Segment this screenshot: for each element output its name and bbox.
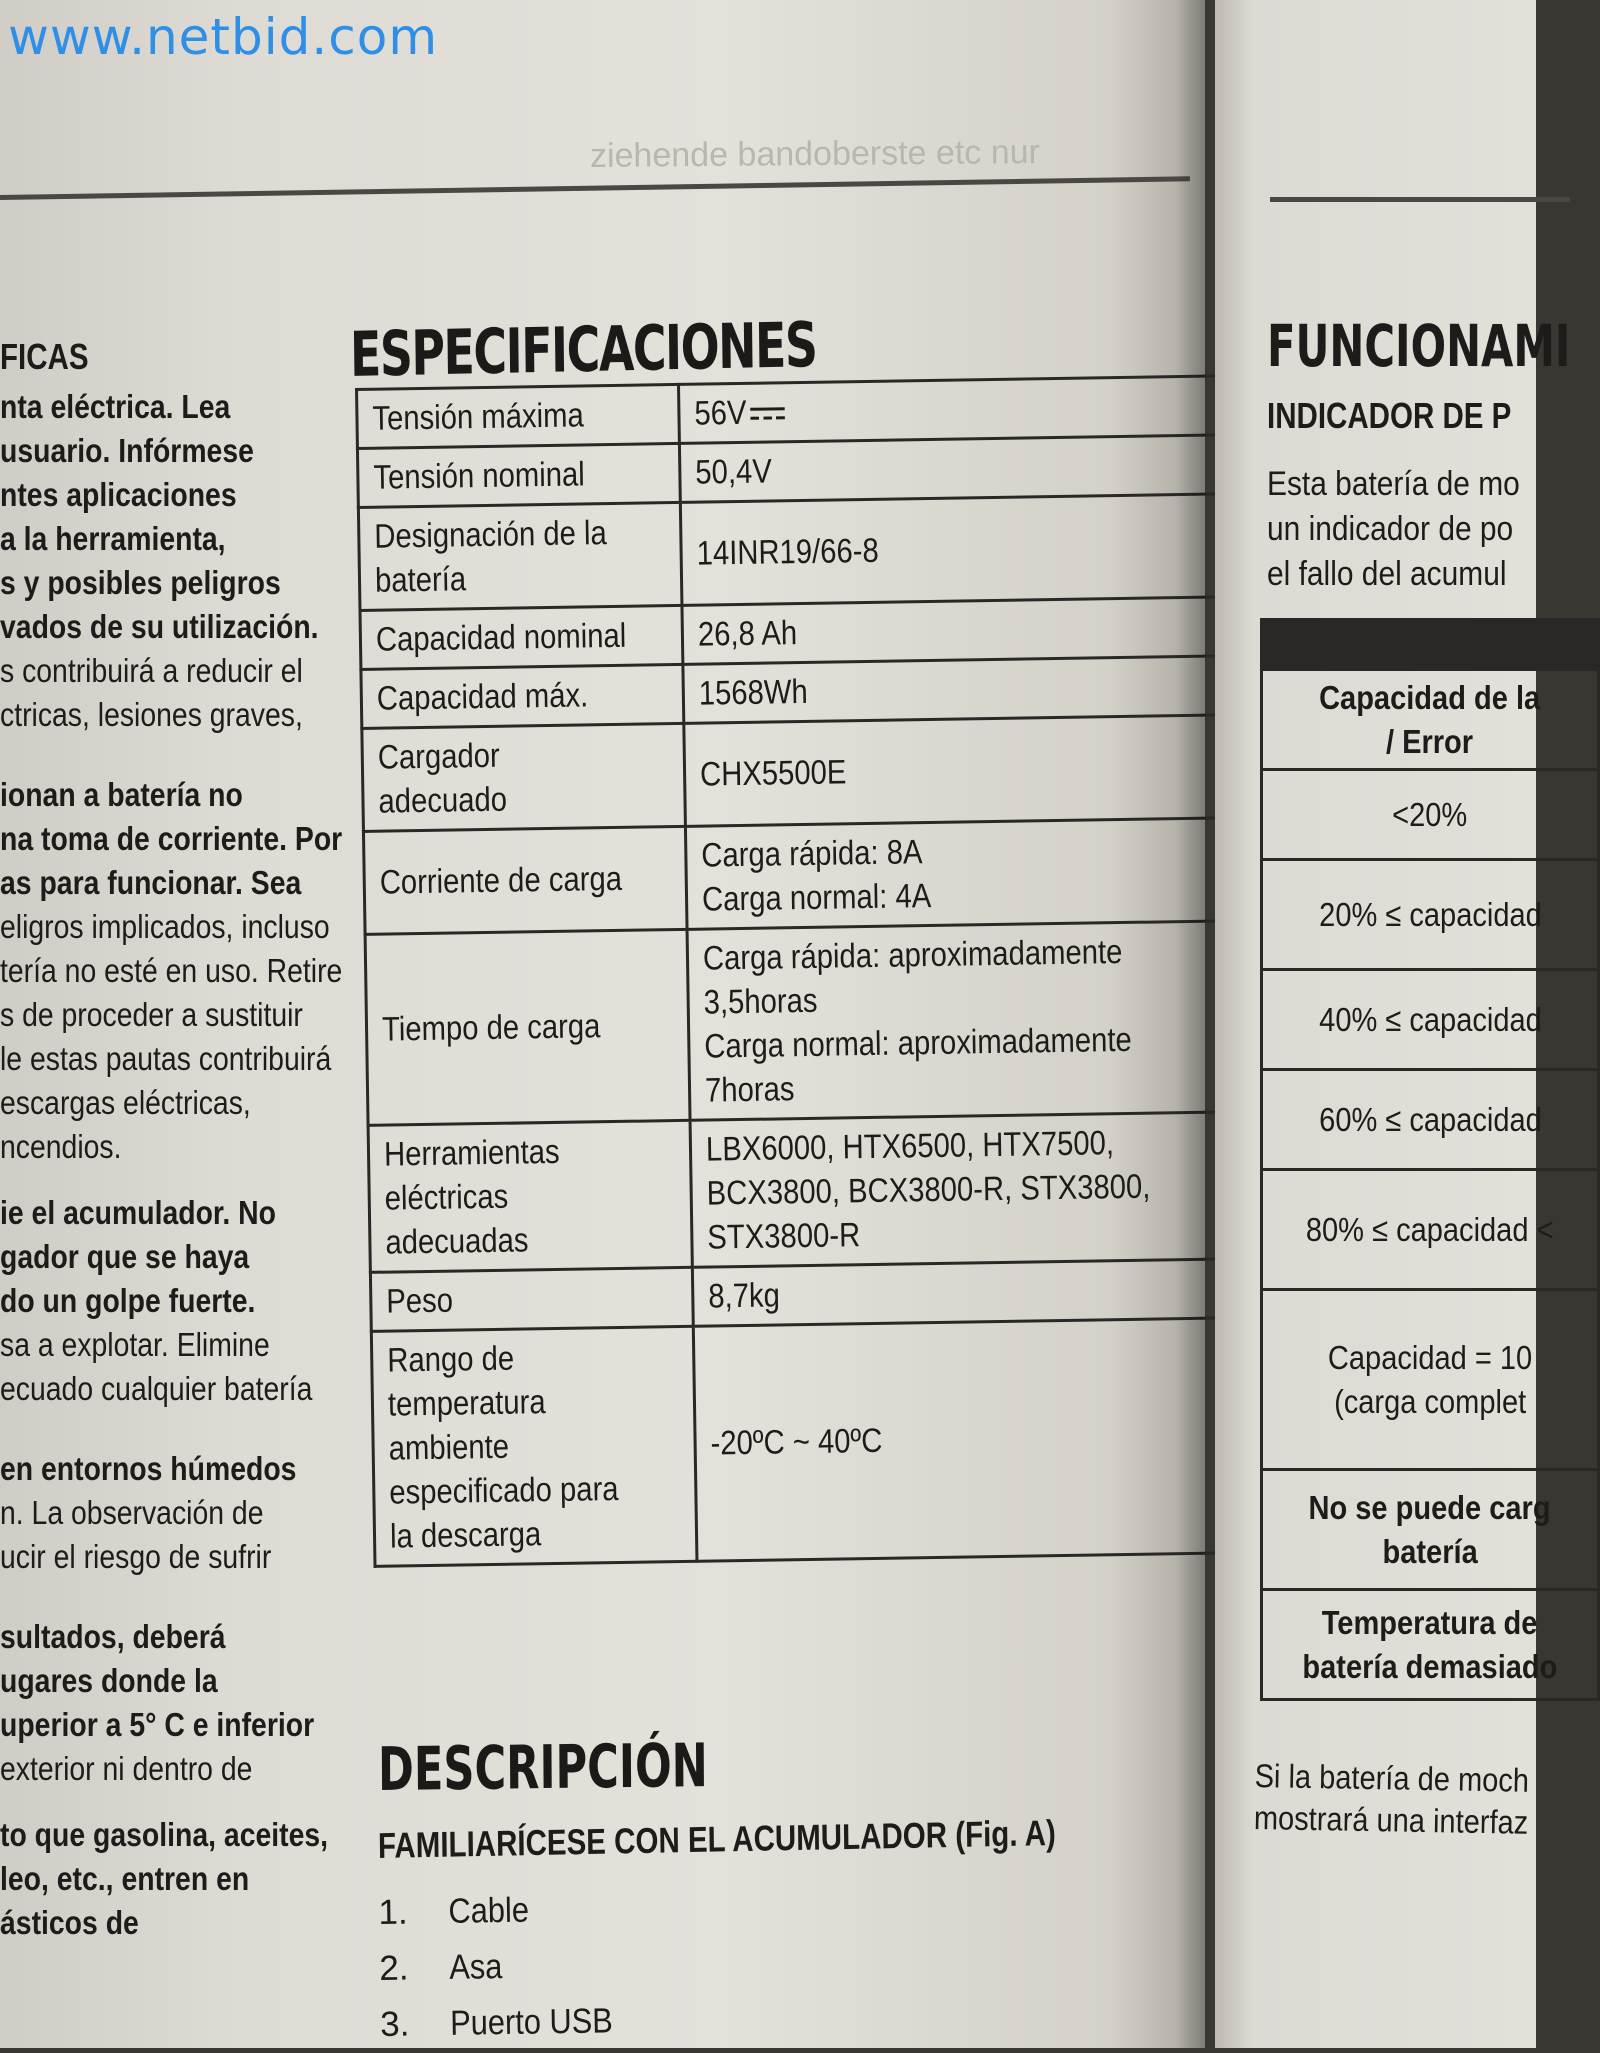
spec-value-line: Carga rápida: 8A [701,833,923,875]
spec-value-line: BCX3800, BCX3800-R, STX3800, [706,1167,1151,1213]
table-cell-line: Capacidad de la [1319,678,1541,716]
text-line: gador que se haya [0,1238,250,1275]
spec-value-line: Carga rápida: aproximadamente [702,933,1123,978]
text-line: a la herramienta, [0,520,226,557]
description-subtitle: FAMILIARÍCESE CON EL ACUMULADOR (Fig. A) [377,1812,1057,1866]
dc-voltage-icon [750,403,786,426]
spec-row [368,1112,1239,1273]
spec-key-line: batería [374,560,467,600]
text-line: uperior a 5° C e inferior [0,1706,315,1743]
spec-row [365,921,1237,1126]
table-row [1262,1290,1599,1470]
text-line: ctricas, lesiones graves, [0,696,303,733]
text-line: ionan a batería no [0,776,243,813]
footer-line: mostrará una interfaz [1253,1798,1529,1841]
spec-key [362,723,686,831]
text-line: nta eléctrica. Lea [0,388,231,425]
spec-row [362,715,1233,832]
text-line: to que gasolina, aceites, [0,1816,329,1853]
table-cell-line: No se puede carg [1308,1488,1552,1526]
text-line: ucir el riesgo de sufrir [0,1538,272,1575]
table-cell-line: 20% ≤ capacidad [1318,895,1542,933]
paragraph-gap [0,1411,345,1447]
spec-value-line: 1568Wh [698,672,809,713]
table-cell [1262,670,1599,770]
table-cell [1262,1590,1599,1700]
spec-key-line: Capacidad máx. [376,676,589,718]
spec-key-line: Designación de la [374,514,608,556]
table-row [1262,970,1599,1070]
spec-key-line: Tensión nominal [373,455,585,497]
text-line: escargas eléctricas, [0,1084,251,1121]
spec-value-line: 3,5horas [703,981,818,1022]
table-row [1262,860,1599,970]
text-line: s contribuirá a reducir el [0,652,303,689]
spec-key-line: Capacidad nominal [375,616,627,659]
text-line: le estas pautas contribuirá [0,1040,332,1077]
spec-value-line: 50,4V [695,452,773,492]
footer-line: Si la batería de moch [1254,1756,1530,1799]
paragraph-gap [0,1579,345,1615]
right-title: FUNCIONAMI [1267,312,1571,380]
text-line: sultados, deberá [0,1618,226,1655]
paragraph-line: un indicador de po [1267,510,1514,548]
spec-value [686,818,1235,930]
spec-key-line: Cargador [377,736,500,777]
watermark: www.netbid.com [8,8,439,66]
spec-key [357,443,680,507]
spec-value [690,1112,1239,1268]
spec-value-line: 26,8 Ah [697,614,798,654]
spec-value-line: -20ºC ~ 40ºC [710,1421,883,1463]
text-line: eligros implicados, incluso [0,908,330,945]
table-cell-line: batería demasiado [1302,1647,1558,1685]
description-title: DESCRIPCIÓN [377,1731,709,1805]
spec-key-line: Tensión máxima [372,396,585,438]
spec-value [679,376,1227,444]
table-cell-line: <20% [1392,795,1468,833]
spec-key-line: adecuado [378,780,508,821]
table-row [1262,1070,1599,1170]
table-cell-line: (carga complet [1333,1382,1527,1420]
text-line: do un golpe fuerte. [0,1282,256,1319]
table-cell-line: Capacidad = 10 [1327,1338,1533,1376]
left-text-column [0,335,345,1945]
table-row [1262,1170,1599,1290]
text-line: na toma de corriente. Por [0,820,343,857]
table-cell [1262,1470,1599,1590]
table-header-cell [1262,620,1599,670]
text-line: en entornos húmedos [0,1450,297,1487]
text-line: ntes aplicaciones [0,476,237,513]
spec-key [365,929,690,1125]
spec-value [682,597,1230,665]
page-gutter-shadow [1175,0,1205,2048]
text-line: ie el acumulador. No [0,1194,277,1231]
table-row [1262,1590,1599,1700]
table-cell-line: 80% ≤ capacidad < [1306,1210,1554,1248]
specifications-table [355,374,1245,1568]
spec-key [371,1326,697,1566]
spec-key [363,826,687,934]
spec-key-line: la descarga [389,1515,542,1556]
spec-value [680,494,1229,606]
list-label: Puerto USB [449,2001,614,2043]
right-footer-text [1254,1755,1567,1844]
spec-row [371,1318,1244,1567]
table-cell-line: Temperatura de [1322,1603,1538,1641]
paragraph-line: Esta batería de mo [1267,465,1520,503]
table-cell-line: batería [1382,1532,1478,1570]
table-cell [1262,970,1599,1070]
spec-row [363,818,1234,935]
table-cell-line: / Error [1386,722,1474,760]
spec-key-line: Peso [386,1281,454,1321]
table-row [1262,670,1599,770]
text-line: leo, etc., entren en [0,1860,250,1897]
spec-value [687,921,1237,1121]
paragraph-gap [0,1791,345,1813]
text-line: vados de su utilización. [0,608,319,645]
paragraph-gap [0,1169,345,1191]
spec-value-line: Carga normal: 4A [701,877,932,919]
list-number: 1. [378,1892,408,1932]
spec-value-line: 56V [694,385,1138,436]
spec-key-line: temperatura [387,1383,546,1424]
table-cell [1262,860,1599,970]
text-line: ugares donde la [0,1662,218,1699]
right-header-rule [1270,197,1570,202]
spec-value-line: 14INR19/66-8 [696,531,880,573]
text-line: n. La observación de [0,1494,264,1531]
battery-indicator-table [1260,618,1600,1701]
spec-key-line: Herramientas [383,1132,560,1174]
list-label: Cable [448,1890,530,1931]
header-rule [0,176,1190,200]
spec-value [683,656,1231,724]
text-line: s de proceder a sustituir [0,996,303,1033]
list-number: 3. [379,2004,410,2044]
text-line: usuario. Infórmese [0,432,254,469]
text-line: ecuado cualquier batería [0,1370,313,1407]
list-item [380,1993,636,2053]
spec-key-line: Corriente de carga [379,859,623,902]
list-number: 2. [379,1948,409,1988]
spec-key [361,664,684,728]
text-line: tería no esté en uso. Retire [0,952,343,989]
spec-key [358,502,682,610]
spec-value-line: 8,7kg [708,1276,781,1316]
spec-value [684,715,1233,827]
spec-value-line: STX3800-R [707,1216,861,1257]
spec-value-line: CHX5500E [699,753,847,794]
list-item [379,1937,635,1997]
spec-key-line: Tiempo de carga [381,1007,601,1049]
ghost-text: ziehende bandoberste etc nur [589,133,1041,175]
paragraph-gap [0,737,345,773]
right-page [1215,0,1571,2048]
spec-key [360,605,683,669]
spec-value-line: 7horas [704,1070,795,1110]
description-list [378,1881,635,2053]
paragraph-line: el fallo del acumul [1267,555,1507,593]
text-line: ncendios. [0,1128,122,1165]
left-heading: FICAS [0,336,89,377]
spec-key [357,384,680,448]
text-line: exterior ni dentro de [0,1750,253,1787]
text-line: sa a explotar. Elimine [0,1326,270,1363]
table-cell [1262,1290,1599,1470]
table-header-row [1262,620,1599,670]
right-paragraph [1267,462,1554,597]
text-line: s y posibles peligros [0,564,281,601]
spec-key-line: especificado para [389,1469,619,1512]
list-item [378,1881,634,1941]
right-subtitle: INDICADOR DE P [1267,395,1512,436]
spec-key-line: adecuadas [385,1221,529,1262]
spec-value-line: Carga normal: aproximadamente [704,1020,1133,1066]
table-cell [1262,770,1599,860]
spec-key-line: Rango de [386,1339,515,1380]
spec-value [692,1259,1240,1327]
spec-key-line: eléctricas [384,1177,509,1218]
table-cell [1262,1070,1599,1170]
table-row [1262,770,1599,860]
text-line: ásticos de [0,1904,139,1941]
spec-value [679,435,1227,503]
table-cell-line: 60% ≤ capacidad [1318,1100,1542,1138]
spec-key-line: ambiente [388,1427,510,1468]
spec-row [358,494,1229,611]
spec-key [368,1120,692,1272]
table-cell [1262,1170,1599,1290]
specifications-title: ESPECIFICACIONES [349,308,817,391]
spec-value-line: LBX6000, HTX6500, HTX7500, [705,1124,1115,1169]
table-cell-line: 40% ≤ capacidad [1318,1000,1542,1038]
text-line: as para funcionar. Sea [0,864,302,901]
spec-key [370,1267,693,1331]
spec-value [693,1318,1244,1562]
list-label: Asa [448,1947,503,1987]
table-row [1262,1470,1599,1590]
